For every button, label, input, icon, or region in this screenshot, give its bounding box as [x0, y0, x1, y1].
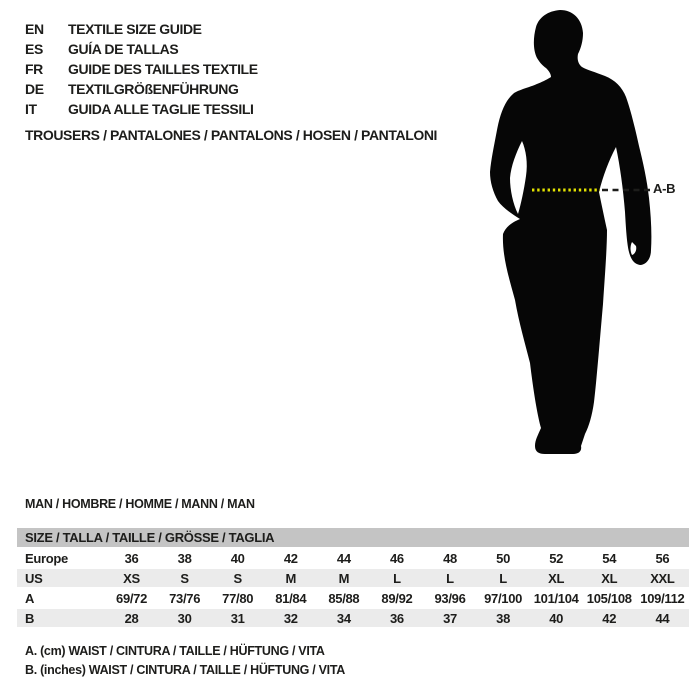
language-title: TEXTILE SIZE GUIDE — [68, 21, 202, 37]
size-table-header-row — [17, 528, 689, 548]
row-label: Europe — [17, 548, 105, 568]
language-title: GUIDE DES TAILLES TEXTILE — [68, 61, 258, 77]
footnote-b: B. (inches) WAIST / CINTURA / TAILLE / HÜFTUNG / VITA — [25, 663, 345, 677]
size-cell: S — [211, 568, 264, 588]
size-cell: 105/108 — [583, 588, 636, 608]
size-cell: XL — [583, 568, 636, 588]
size-table-row-a — [17, 588, 689, 608]
size-cell: 85/88 — [317, 588, 370, 608]
size-cell: 40 — [530, 608, 583, 628]
size-cell: 42 — [583, 608, 636, 628]
size-cell: L — [477, 568, 530, 588]
size-cell: 77/80 — [211, 588, 264, 608]
size-table-row-europe — [17, 548, 689, 568]
size-cell: 54 — [583, 548, 636, 568]
size-cell: XL — [530, 568, 583, 588]
size-cell: 40 — [211, 548, 264, 568]
man-silhouette-body — [490, 10, 651, 454]
size-cell: L — [423, 568, 476, 588]
size-table-body — [17, 528, 689, 628]
row-label: B — [17, 608, 105, 628]
size-cell: 44 — [636, 608, 689, 628]
size-cell: XS — [105, 568, 158, 588]
language-code: FR — [25, 61, 43, 77]
language-list — [25, 19, 258, 119]
size-cell: 81/84 — [264, 588, 317, 608]
man-silhouette-svg — [485, 8, 665, 458]
language-code: EN — [25, 21, 44, 37]
size-cell: 46 — [370, 548, 423, 568]
waist-measure-label: A-B — [653, 181, 676, 196]
size-cell: 89/92 — [370, 588, 423, 608]
garment-title: TROUSERS / PANTALONES / PANTALONS / HOSEN / PANTALONI — [25, 127, 438, 143]
size-cell: 48 — [423, 548, 476, 568]
size-cell: M — [317, 568, 370, 588]
language-row-de — [25, 79, 258, 99]
size-cell: 93/96 — [423, 588, 476, 608]
row-label: A — [17, 588, 105, 608]
size-cell: 69/72 — [105, 588, 158, 608]
footnotes — [25, 644, 345, 682]
size-cell: 97/100 — [477, 588, 530, 608]
size-cell: 31 — [211, 608, 264, 628]
language-row-fr — [25, 59, 258, 79]
size-cell: 42 — [264, 548, 317, 568]
language-title: TEXTILGRÖßENFÜHRUNG — [68, 81, 239, 97]
size-cell: 73/76 — [158, 588, 211, 608]
language-title: GUIDA ALLE TAGLIE TESSILI — [68, 101, 254, 117]
size-cell: 38 — [477, 608, 530, 628]
size-cell: 36 — [370, 608, 423, 628]
size-cell: XXL — [636, 568, 689, 588]
size-cell: 101/104 — [530, 588, 583, 608]
size-cell: 34 — [317, 608, 370, 628]
language-row-es — [25, 39, 258, 59]
size-table-row-b — [17, 608, 689, 628]
size-cell: 38 — [158, 548, 211, 568]
size-cell: 36 — [105, 548, 158, 568]
size-cell: 52 — [530, 548, 583, 568]
size-cell: 50 — [477, 548, 530, 568]
size-cell: S — [158, 568, 211, 588]
size-cell: 30 — [158, 608, 211, 628]
size-cell: 37 — [423, 608, 476, 628]
language-code: DE — [25, 81, 44, 97]
man-silhouette-figure — [485, 8, 665, 458]
size-cell: 28 — [105, 608, 158, 628]
row-label: US — [17, 568, 105, 588]
size-cell: 109/112 — [636, 588, 689, 608]
size-cell: 44 — [317, 548, 370, 568]
language-code: ES — [25, 41, 43, 57]
language-title: GUÍA DE TALLAS — [68, 41, 179, 57]
language-row-it — [25, 99, 258, 119]
footnote-a: A. (cm) WAIST / CINTURA / TAILLE / HÜFTUNG / VITA — [25, 644, 325, 658]
size-cell: L — [370, 568, 423, 588]
size-cell: 32 — [264, 608, 317, 628]
size-cell: 56 — [636, 548, 689, 568]
size-table-row-us — [17, 568, 689, 588]
size-table — [17, 528, 689, 629]
gender-section-title: MAN / HOMBRE / HOMME / MANN / MAN — [25, 497, 255, 511]
language-code: IT — [25, 101, 37, 117]
language-row-en — [25, 19, 258, 39]
size-cell: M — [264, 568, 317, 588]
size-table-header: SIZE / TALLA / TAILLE / GRÖSSE / TAGLIA — [17, 528, 689, 548]
